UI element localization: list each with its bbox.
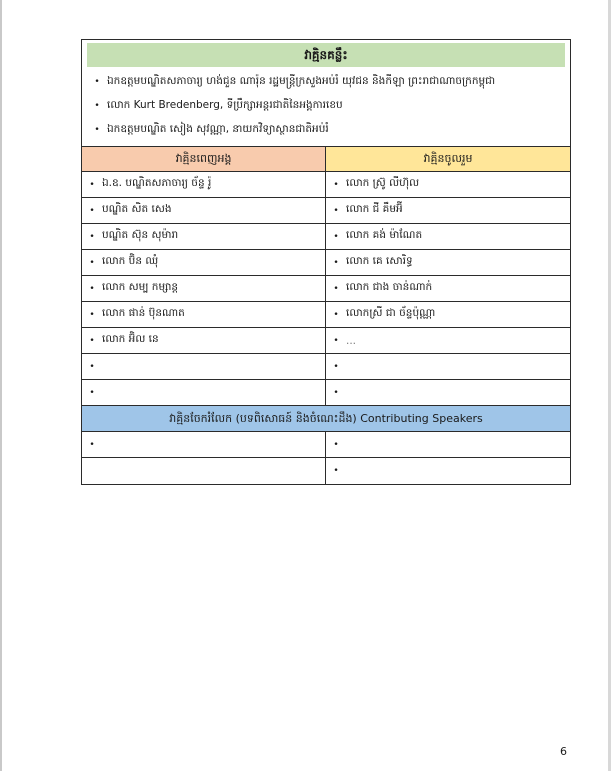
participant-speaker-row <box>326 198 570 224</box>
participant-speaker-row <box>326 224 570 250</box>
bullet-icon: • <box>89 179 95 190</box>
plenary-speaker-row <box>82 276 325 302</box>
bullet-icon: • <box>333 179 339 190</box>
bullet-icon: • <box>333 257 339 268</box>
speaker-name: លោក ផាន់ ប៊ុនណាត <box>102 307 185 319</box>
speaker-columns <box>82 147 570 406</box>
plenary-speaker-row-empty <box>82 354 325 380</box>
bullet-icon: • <box>89 309 95 320</box>
participant-speaker-row-empty <box>326 354 570 380</box>
keynote-title: វាគ្មិនគន្លឹះ <box>87 43 565 67</box>
bullet-icon: • <box>89 205 95 216</box>
participant-speakers-column <box>326 147 570 406</box>
keynote-line <box>87 118 565 142</box>
plenary-speaker-row <box>82 198 325 224</box>
bullet-icon: • <box>89 335 95 346</box>
keynote-line-text: ឯកឧត្តមបណ្ឌិត សៀង សុវណ្ណា, នាយកវិទ្យាស្ថានជាតិអប់រំ <box>107 122 329 135</box>
participant-speaker-row-empty <box>326 380 570 406</box>
contributing-row <box>82 432 325 458</box>
page-number: 6 <box>560 745 567 758</box>
plenary-speaker-row <box>82 250 325 276</box>
bullet-icon: • <box>89 283 95 294</box>
bullet-icon: • <box>333 439 339 450</box>
keynote-line <box>87 70 565 94</box>
keynote-line <box>87 94 565 118</box>
keynote-line-text: ឯកឧត្តមបណ្ឌិតសភាចារ្យ ហង់ជួន ណារ៉ុន រដ្ឋមន្ត្រីក្រសួងអប់រំ យុវជន និងកីឡា ព្រះរាជាណាចក្រកម្ពុជា <box>107 74 496 87</box>
participant-speaker-row <box>326 172 570 198</box>
participant-speaker-row <box>326 276 570 302</box>
plenary-speakers-header: វាគ្មិនពេញអង្គ <box>82 147 325 172</box>
contributing-row <box>82 458 325 484</box>
bullet-icon: • <box>333 466 339 476</box>
plenary-speaker-row <box>82 328 325 354</box>
speaker-name: លោក ជី គឹមអ៊ី <box>346 203 403 215</box>
speaker-name: លោក សម្ប កម្សាន្ត <box>102 281 179 293</box>
speaker-name: លោកស្រី ជា ច័ន្ទប៉ុណ្ណា <box>346 307 436 319</box>
speaker-name: ... <box>346 334 357 347</box>
participant-speakers-header: វាគ្មិនចូលរួម <box>326 147 570 172</box>
contributing-right-column <box>326 432 570 484</box>
participant-speaker-row <box>326 302 570 328</box>
speaker-name: លោក អ៊ិល នេ <box>102 333 159 345</box>
bullet-icon: • <box>89 231 95 242</box>
bullet-icon: • <box>89 439 95 450</box>
bullet-icon: • <box>333 231 339 242</box>
bullet-icon: • <box>333 283 339 294</box>
bullet-icon: • <box>333 361 339 372</box>
speaker-name: បណ្ឌិត សិត សេង <box>102 203 172 215</box>
speaker-table <box>81 39 571 485</box>
speaker-name: លោក ស្រ៊ូ លីហ៊ុល <box>346 177 420 189</box>
contributing-speakers-header: វាគ្មិនចែករំលែក (បទពិសោធន៍ និងចំណេះដឹង) Contributing Speakers <box>82 406 570 432</box>
participant-speaker-row <box>326 328 570 354</box>
bullet-icon: • <box>333 205 339 216</box>
bullet-icon: • <box>94 77 100 87</box>
speaker-name: លោក គេ សោរិទ្ធ <box>346 255 413 267</box>
bullet-icon: • <box>94 125 100 135</box>
contributing-row <box>326 432 570 458</box>
page-left-edge <box>0 0 2 771</box>
keynote-section <box>82 40 570 147</box>
bullet-icon: • <box>333 387 339 398</box>
plenary-speaker-row <box>82 224 325 250</box>
bullet-icon: • <box>89 387 95 398</box>
keynote-line-text: លោក Kurt Bredenberg, ទីប្រឹក្សាអន្តរជាតិនៃអង្គការខេប <box>107 98 343 111</box>
bullet-icon: • <box>89 361 95 372</box>
contributing-row <box>326 458 570 484</box>
participant-speaker-row <box>326 250 570 276</box>
speaker-name: លោក ប៊ិន ឈុំ <box>102 255 159 267</box>
speaker-name: ឯ.ឧ. បណ្ឌិតសភាចារ្យ ច័ន្ទ រ៉ូ <box>102 177 212 189</box>
plenary-speakers-column <box>82 147 326 406</box>
bullet-icon: • <box>94 101 100 111</box>
contributing-columns <box>82 432 570 484</box>
contributing-left-column <box>82 432 326 484</box>
bullet-icon: • <box>89 257 95 268</box>
bullet-icon: • <box>333 309 339 320</box>
bullet-icon: • <box>333 335 339 346</box>
speaker-name: លោក គង់ ម៉ាណែត <box>346 229 423 241</box>
speaker-name: លោក ជាង ចាន់ណាក់ <box>346 281 433 293</box>
plenary-speaker-row-empty <box>82 380 325 406</box>
speaker-name: បណ្ឌិត ស៊ុន សុម៉ារា <box>102 229 179 241</box>
plenary-speaker-row <box>82 172 325 198</box>
plenary-speaker-row <box>82 302 325 328</box>
